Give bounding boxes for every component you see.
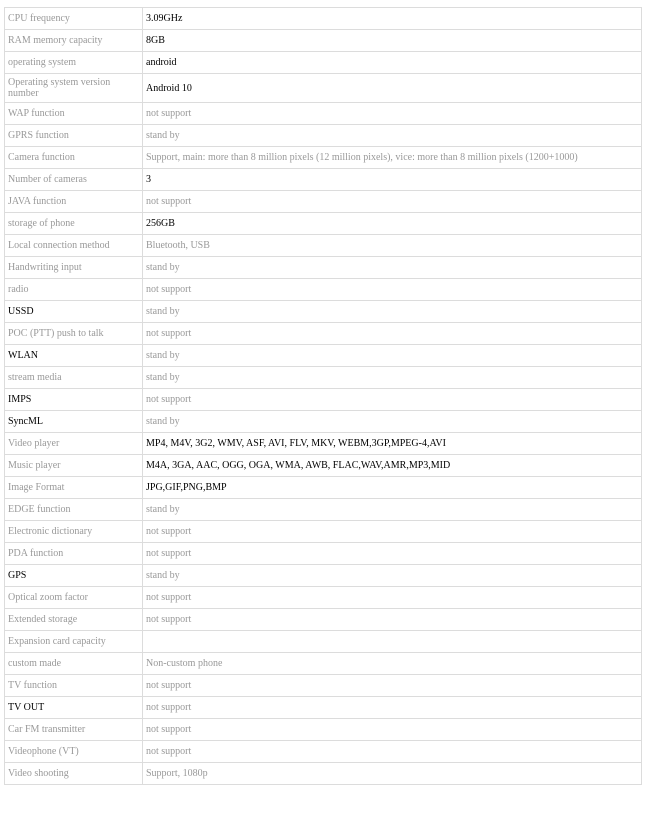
spec-row	[5, 8, 642, 30]
spec-row	[5, 367, 642, 389]
spec-row	[5, 30, 642, 52]
spec-label: Optical zoom factor	[5, 587, 143, 609]
spec-value: not support	[143, 543, 642, 565]
spec-row	[5, 653, 642, 675]
spec-value: Support, main: more than 8 million pixels (12 million pixels), vice: more than 8 million pixels (1200+1000)	[143, 147, 642, 169]
spec-label: EDGE function	[5, 499, 143, 521]
spec-row	[5, 455, 642, 477]
spec-label: storage of phone	[5, 213, 143, 235]
spec-row	[5, 235, 642, 257]
spec-label: Handwriting input	[5, 257, 143, 279]
spec-value: android	[143, 52, 642, 74]
spec-value: not support	[143, 719, 642, 741]
spec-row	[5, 433, 642, 455]
spec-row	[5, 169, 642, 191]
spec-value: MP4, M4V, 3G2, WMV, ASF, AVI, FLV, MKV, WEBM,3GP,MPEG-4,AVI	[143, 433, 642, 455]
spec-value: Non-custom phone	[143, 653, 642, 675]
spec-label: GPS	[5, 565, 143, 587]
spec-value: not support	[143, 191, 642, 213]
spec-label: USSD	[5, 301, 143, 323]
spec-label: TV OUT	[5, 697, 143, 719]
spec-row	[5, 499, 642, 521]
spec-value: stand by	[143, 125, 642, 147]
spec-value: not support	[143, 675, 642, 697]
spec-row	[5, 543, 642, 565]
spec-row	[5, 389, 642, 411]
spec-label: Camera function	[5, 147, 143, 169]
spec-label: Music player	[5, 455, 143, 477]
spec-label: Extended storage	[5, 609, 143, 631]
spec-value: not support	[143, 323, 642, 345]
spec-value	[143, 631, 642, 653]
spec-row	[5, 257, 642, 279]
spec-row	[5, 125, 642, 147]
spec-row	[5, 411, 642, 433]
spec-label: POC (PTT) push to talk	[5, 323, 143, 345]
spec-row	[5, 719, 642, 741]
spec-row	[5, 477, 642, 499]
spec-value: 3	[143, 169, 642, 191]
spec-value: Android 10	[143, 74, 642, 103]
spec-row	[5, 301, 642, 323]
spec-row	[5, 587, 642, 609]
spec-row	[5, 741, 642, 763]
spec-value: 8GB	[143, 30, 642, 52]
spec-value: 3.09GHz	[143, 8, 642, 30]
spec-value: not support	[143, 521, 642, 543]
spec-row	[5, 279, 642, 301]
spec-row	[5, 52, 642, 74]
spec-value: not support	[143, 741, 642, 763]
spec-value: not support	[143, 697, 642, 719]
spec-label: Car FM transmitter	[5, 719, 143, 741]
spec-row	[5, 213, 642, 235]
spec-value: not support	[143, 587, 642, 609]
spec-label: Number of cameras	[5, 169, 143, 191]
spec-label: GPRS function	[5, 125, 143, 147]
spec-label: Video player	[5, 433, 143, 455]
spec-label: Local connection method	[5, 235, 143, 257]
spec-value: stand by	[143, 411, 642, 433]
spec-row	[5, 191, 642, 213]
spec-value: stand by	[143, 345, 642, 367]
spec-label: SyncML	[5, 411, 143, 433]
spec-value: not support	[143, 389, 642, 411]
spec-value: M4A, 3GA, AAC, OGG, OGA, WMA, AWB, FLAC,WAV,AMR,MP3,MID	[143, 455, 642, 477]
spec-label: IMPS	[5, 389, 143, 411]
spec-row	[5, 763, 642, 785]
spec-row	[5, 103, 642, 125]
spec-value: stand by	[143, 565, 642, 587]
spec-table-body	[5, 8, 642, 785]
spec-row	[5, 345, 642, 367]
spec-label: stream media	[5, 367, 143, 389]
spec-label: operating system	[5, 52, 143, 74]
spec-label: PDA function	[5, 543, 143, 565]
spec-value: stand by	[143, 301, 642, 323]
spec-value: stand by	[143, 257, 642, 279]
spec-label: Electronic dictionary	[5, 521, 143, 543]
spec-row	[5, 323, 642, 345]
spec-row	[5, 697, 642, 719]
spec-value: stand by	[143, 367, 642, 389]
spec-value: not support	[143, 279, 642, 301]
spec-table	[4, 7, 642, 785]
spec-value: not support	[143, 103, 642, 125]
spec-label: WAP function	[5, 103, 143, 125]
spec-label: WLAN	[5, 345, 143, 367]
spec-label: JAVA function	[5, 191, 143, 213]
spec-label: Expansion card capacity	[5, 631, 143, 653]
spec-row	[5, 609, 642, 631]
spec-row	[5, 675, 642, 697]
spec-row	[5, 521, 642, 543]
spec-value: stand by	[143, 499, 642, 521]
spec-row	[5, 74, 642, 103]
spec-label: custom made	[5, 653, 143, 675]
spec-label: Operating system version number	[5, 74, 143, 103]
spec-label: CPU frequency	[5, 8, 143, 30]
spec-label: TV function	[5, 675, 143, 697]
spec-label: Image Format	[5, 477, 143, 499]
spec-row	[5, 147, 642, 169]
spec-label: radio	[5, 279, 143, 301]
spec-value: 256GB	[143, 213, 642, 235]
spec-value: Support, 1080p	[143, 763, 642, 785]
spec-value: not support	[143, 609, 642, 631]
spec-label: Video shooting	[5, 763, 143, 785]
spec-row	[5, 565, 642, 587]
spec-value: JPG,GIF,PNG,BMP	[143, 477, 642, 499]
spec-label: RAM memory capacity	[5, 30, 143, 52]
spec-value: Bluetooth, USB	[143, 235, 642, 257]
spec-label: Videophone (VT)	[5, 741, 143, 763]
spec-row	[5, 631, 642, 653]
